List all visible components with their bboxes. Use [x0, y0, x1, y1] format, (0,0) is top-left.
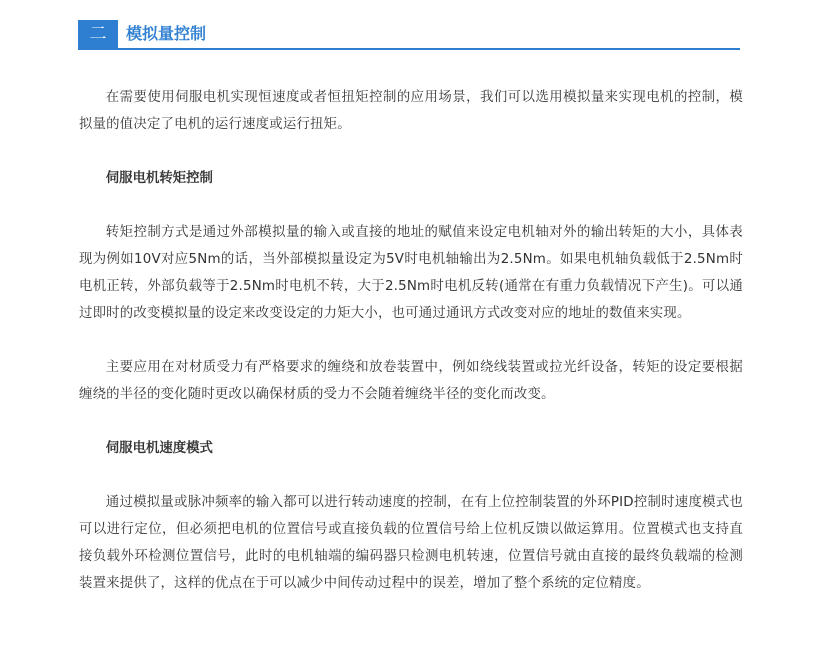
- section-number-badge: 二: [78, 20, 118, 48]
- section-header: [78, 20, 740, 50]
- torque-paragraph-2: 主要应用在对材质受力有严格要求的缠绕和放卷装置中，例如绕线装置或拉光纤设备，转矩的设定要根据缠绕的半径的变化随时更改以确保材质的受力不会随着缠绕半径的变化而改变。: [79, 360, 743, 402]
- article-body: [79, 84, 743, 597]
- speed-paragraph-1: 通过模拟量或脉冲频率的输入都可以进行转动速度的控制，在有上位控制装置的外环PID控制时速度模式也可以进行定位，但必须把电机的位置信号或直接负载的位置信号给上位机反馈以做运算用。位置模式也支持直接负载外环检测位置信号，此时的电机轴端的编码器只检测电机转速，位置信号就由直接的最终负载端的检测装置来提供了，这样的优点在于可以减少中间传动过程中的误差，增加了整个系统的定位精度。: [79, 495, 743, 591]
- intro-paragraph: 在需要使用伺服电机实现恒速度或者恒扭矩控制的应用场景，我们可以选用模拟量来实现电机的控制，模拟量的值决定了电机的运行速度或运行扭矩。: [79, 90, 743, 132]
- section-title: 模拟量控制: [126, 24, 207, 43]
- torque-paragraph-1: 转矩控制方式是通过外部模拟量的输入或直接的地址的赋值来设定电机轴对外的输出转矩的大小，具体表现为例如10V对应5Nm的话，当外部模拟量设定为5V时电机轴输出为2.5Nm。如果电机轴负载低于2.5Nm时电机正转，外部负载等于2.5Nm时电机不转，大于2.5Nm时电机反转(通常在有重力负载情况下产生)。可以通过即时的改变模拟量的设定来改变设定的力矩大小，也可通过通讯方式改变对应的地址的数值来实现。: [79, 225, 743, 321]
- torque-heading: 伺服电机转矩控制: [105, 171, 213, 186]
- speed-heading: 伺服电机速度模式: [105, 441, 213, 456]
